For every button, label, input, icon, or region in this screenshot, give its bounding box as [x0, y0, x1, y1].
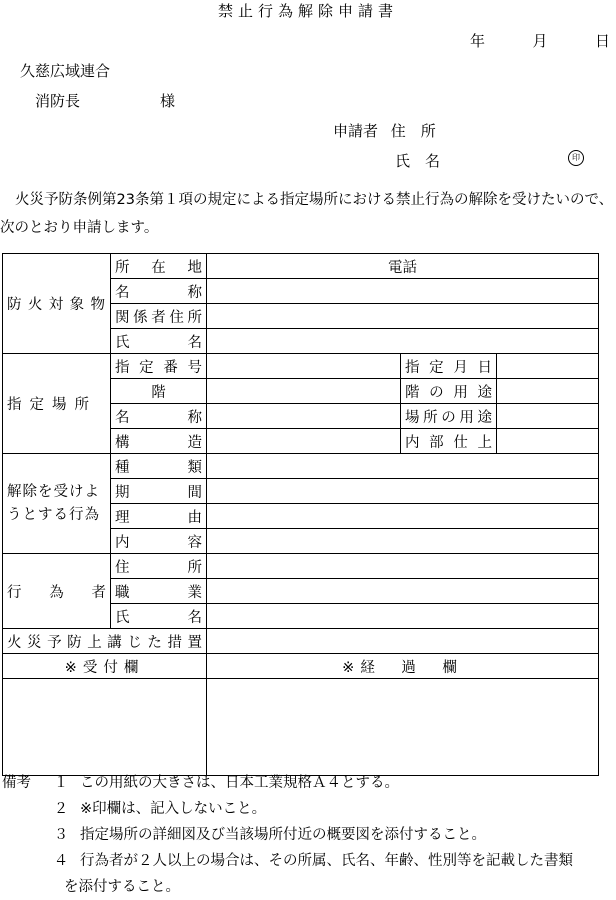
label-related-address: 関係者住所	[111, 304, 207, 329]
kind-field[interactable]	[207, 454, 599, 479]
note-text: ※印欄は、記入しないこと。	[80, 801, 267, 817]
label-place-use: 場所の用途	[401, 404, 497, 429]
notes-label: 備考	[2, 775, 31, 791]
note-item	[2, 848, 616, 874]
label-designation-number: 指定番号	[111, 354, 207, 379]
actor-name-field[interactable]	[207, 604, 599, 629]
floor-use-field[interactable]	[497, 379, 599, 404]
label-fire-measures: 火災予防上講じた措置	[3, 629, 207, 654]
addressee-chief: 消防長	[35, 92, 81, 110]
note-item	[2, 796, 616, 822]
label-content: 内容	[111, 529, 207, 554]
content-field[interactable]	[207, 529, 599, 554]
note-number: ４	[53, 853, 69, 869]
applicant-label: 申請者	[333, 122, 379, 140]
label-interior-finish: 内部仕上	[401, 429, 497, 454]
owner-name-field[interactable]	[207, 329, 599, 354]
section-act: 解除を受けようとする行為	[3, 454, 111, 554]
note-text: 行為者が２人以上の場合は、その所属、氏名、年齢、性別等を記載した書類	[80, 853, 573, 869]
applicant-address-label: 住 所	[390, 122, 436, 140]
phone-label: 電話	[388, 259, 417, 276]
fire-measures-field[interactable]	[207, 629, 599, 654]
notes	[2, 770, 616, 900]
structure-field[interactable]	[207, 429, 401, 454]
date-year: 年	[470, 32, 486, 50]
application-table	[2, 253, 599, 776]
note-number: １	[53, 775, 69, 791]
section-building: 防火対象物	[3, 254, 111, 354]
form-title: 禁止行為解除申請書	[217, 2, 398, 20]
intro-text: 火災予防条例第23条第１項の規定による指定場所における禁止行為の解除を受けたいので、次のとおり申請します。	[0, 192, 614, 236]
note-number: ３	[53, 827, 69, 843]
label-kind: 種類	[111, 454, 207, 479]
interior-finish-field[interactable]	[497, 429, 599, 454]
designation-date-field[interactable]	[497, 354, 599, 379]
seal-mark: 印	[568, 150, 584, 166]
building-name-field[interactable]	[207, 279, 599, 304]
period-field[interactable]	[207, 479, 599, 504]
note-text: 指定場所の詳細図及び当該場所付近の概要図を添付すること。	[80, 827, 486, 843]
label-owner-name: 氏名	[111, 329, 207, 354]
related-address-field[interactable]	[207, 304, 599, 329]
progress-header: ※経 過 欄	[207, 654, 599, 679]
label-period: 期間	[111, 479, 207, 504]
label-actor-address: 住所	[111, 554, 207, 579]
place-name-field[interactable]	[207, 404, 401, 429]
addressee-org: 久慈広域連合	[20, 62, 111, 80]
addressee-honorific: 様	[160, 92, 176, 110]
designation-number-field[interactable]	[207, 354, 401, 379]
applicant-address-line	[333, 120, 436, 141]
occupation-field[interactable]	[207, 579, 599, 604]
note-number: ２	[53, 801, 69, 817]
label-floor-use: 階の用途	[401, 379, 497, 404]
floor-field[interactable]	[207, 379, 401, 404]
label-actor-name: 氏名	[111, 604, 207, 629]
section-designated-place: 指定場所	[3, 354, 111, 454]
date-day: 日	[594, 32, 610, 50]
progress-box	[207, 679, 599, 776]
date-month: 月	[532, 32, 548, 50]
label-floor: 階	[111, 379, 207, 404]
label-designation-date: 指定月日	[401, 354, 497, 379]
applicant-name-label: 氏 名	[395, 152, 441, 170]
label-reason: 理由	[111, 504, 207, 529]
receipt-box	[3, 679, 207, 776]
section-actor: 行為者	[3, 554, 111, 629]
note-item	[2, 822, 616, 848]
label-occupation: 職業	[111, 579, 207, 604]
note-continuation: を添付すること。	[64, 879, 180, 895]
phone-field[interactable]	[207, 254, 599, 279]
receipt-header: ※受付欄	[3, 654, 207, 679]
note-text: この用紙の大きさは、日本工業規格Ａ４とする。	[80, 775, 399, 791]
place-use-field[interactable]	[497, 404, 599, 429]
actor-address-field[interactable]	[207, 554, 599, 579]
note-item	[2, 770, 616, 796]
label-location: 所在地	[111, 254, 207, 279]
label-structure: 構造	[111, 429, 207, 454]
reason-field[interactable]	[207, 504, 599, 529]
label-place-name: 名称	[111, 404, 207, 429]
date-line	[470, 30, 610, 51]
label-name: 名称	[111, 279, 207, 304]
